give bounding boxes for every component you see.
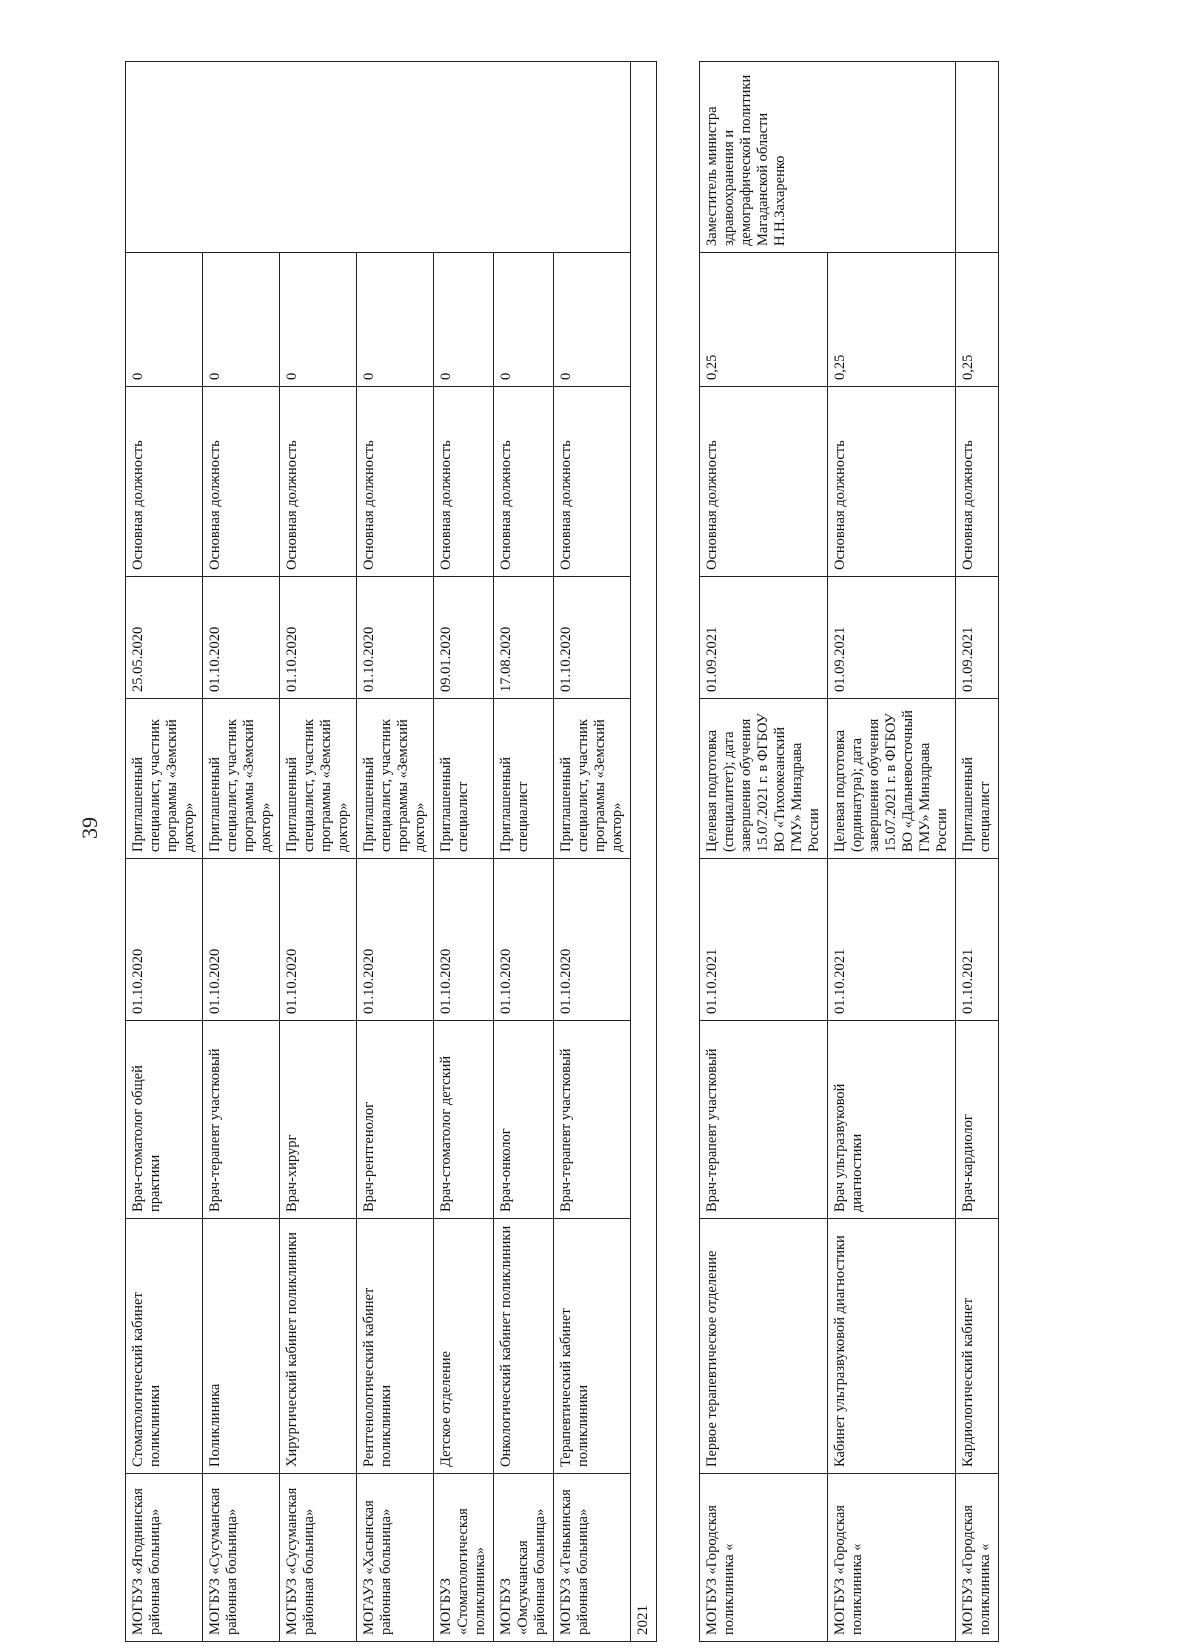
cell-position: Врач ультразвуковой диагностики bbox=[828, 1021, 956, 1219]
cell-note: Заместитель министра здравоохранения и демографической политики Магаданской области Н.Н.Захаренко bbox=[700, 62, 956, 253]
cell-date-fill: 01.09.2021 bbox=[828, 577, 956, 699]
cell-post-type: Основная должность bbox=[554, 387, 631, 577]
cell-position: Врач-терапевт участковый bbox=[700, 1021, 828, 1219]
cell-date-open: 01.10.2021 bbox=[956, 859, 999, 1021]
cell-date-open: 01.10.2020 bbox=[357, 859, 434, 1021]
cell-date-open: 01.10.2020 bbox=[280, 859, 357, 1021]
cell-org: МОГБУЗ «Городская поликлиника « bbox=[828, 1474, 956, 1642]
cell-date-fill: 09.01.2020 bbox=[434, 577, 494, 699]
cell-date-fill: 01.10.2020 bbox=[357, 577, 434, 699]
cell-post-type: Основная должность bbox=[357, 387, 434, 577]
cell-rate: 0,25 bbox=[700, 253, 828, 387]
table-section-2020 bbox=[126, 62, 631, 1642]
cell-rate: 0 bbox=[126, 253, 203, 387]
cell-post-type: Основная должность bbox=[434, 387, 494, 577]
year-label: 2021 bbox=[631, 62, 657, 1642]
gap-row bbox=[657, 62, 700, 1642]
cell-post-type: Основная должность bbox=[700, 387, 828, 577]
cell-unit: Стоматологический кабинет поликлиники bbox=[126, 1219, 203, 1474]
cell-date-open: 01.10.2021 bbox=[828, 859, 956, 1021]
cell-source: Приглашенный специалист, участник программы «Земский доктор» bbox=[203, 699, 280, 859]
table-row bbox=[494, 62, 554, 1642]
cell-date-fill: 01.09.2021 bbox=[700, 577, 828, 699]
cell-unit: Поликлиника bbox=[203, 1219, 280, 1474]
cell-rate: 0 bbox=[494, 253, 554, 387]
cell-unit: Терапевтический кабинет поликлиники bbox=[554, 1219, 631, 1474]
cell-date-fill: 17.08.2020 bbox=[494, 577, 554, 699]
cell-position: Врач-онколог bbox=[494, 1021, 554, 1219]
cell-org: МОГБУЗ «Стоматологическая поликлиника» bbox=[434, 1474, 494, 1642]
cell-date-open: 01.10.2020 bbox=[554, 859, 631, 1021]
cell-unit: Рентгенологический кабинет поликлиники bbox=[357, 1219, 434, 1474]
cell-date-fill: 01.10.2020 bbox=[554, 577, 631, 699]
cell-source: Целевая подготовка (специалитет); дата завершения обучения 15.07.2021 г. в ФГБОУ ВО «Тихоокеанский ГМУ» Минздрава России bbox=[700, 699, 828, 859]
cell-unit: Онкологический кабинет поликлиники bbox=[494, 1219, 554, 1474]
cell-org: МОГБУЗ «Городская поликлиника « bbox=[956, 1474, 999, 1642]
cell-unit: Хирургический кабинет поликлиники bbox=[280, 1219, 357, 1474]
table-row bbox=[280, 62, 357, 1642]
cell-source: Приглашенный специалист bbox=[434, 699, 494, 859]
table-row bbox=[700, 62, 828, 1642]
cell-date-fill: 01.09.2021 bbox=[956, 577, 999, 699]
gap-cell bbox=[657, 62, 700, 1642]
cell-post-type: Основная должность bbox=[494, 387, 554, 577]
cell-org: МОГБУЗ «Омсукчанская районная больница» bbox=[494, 1474, 554, 1642]
cell-position: Врач-кардиолог bbox=[956, 1021, 999, 1219]
table-row bbox=[554, 62, 631, 1642]
cell-position: Врач-терапевт участковый bbox=[554, 1021, 631, 1219]
cell-post-type: Основная должность bbox=[956, 387, 999, 577]
cell-note bbox=[126, 62, 631, 253]
cell-rate: 0,25 bbox=[956, 253, 999, 387]
cell-rate: 0,25 bbox=[828, 253, 956, 387]
cell-rate: 0 bbox=[554, 253, 631, 387]
table-row bbox=[434, 62, 494, 1642]
cell-org: МОГАУЗ «Хасынская районная больница» bbox=[357, 1474, 434, 1642]
cell-source: Приглашенный специалист, участник программы «Земский доктор» bbox=[280, 699, 357, 859]
cell-unit: Первое терапевтическое отделение bbox=[700, 1219, 828, 1474]
staffing-table bbox=[125, 61, 999, 1642]
cell-org: МОГБУЗ «Городская поликлиника « bbox=[700, 1474, 828, 1642]
cell-org: МОГБУЗ «Ягоднинская районная больница» bbox=[126, 1474, 203, 1642]
cell-position: Врач-стоматолог детский bbox=[434, 1021, 494, 1219]
cell-rate: 0 bbox=[203, 253, 280, 387]
cell-date-open: 01.10.2020 bbox=[494, 859, 554, 1021]
cell-date-fill: 25.05.2020 bbox=[126, 577, 203, 699]
cell-date-fill: 01.10.2020 bbox=[203, 577, 280, 699]
cell-post-type: Основная должность bbox=[126, 387, 203, 577]
page-number: 39 bbox=[77, 817, 102, 839]
cell-position: Врач-хирург bbox=[280, 1021, 357, 1219]
cell-post-type: Основная должность bbox=[828, 387, 956, 577]
cell-post-type: Основная должность bbox=[280, 387, 357, 577]
cell-rate: 0 bbox=[357, 253, 434, 387]
cell-source: Целевая подготовка (ординатура); дата завершения обучения 15.07.2021 г. в ФГБОУ ВО «Дальневосточный ГМУ» Минздрава России bbox=[828, 699, 956, 859]
cell-post-type: Основная должность bbox=[203, 387, 280, 577]
table-row bbox=[828, 62, 956, 1642]
cell-org: МОГБУЗ «Сусуманская районная больница» bbox=[280, 1474, 357, 1642]
cell-source: Приглашенный специалист, участник программы «Земский доктор» bbox=[126, 699, 203, 859]
rotated-table-frame bbox=[125, 62, 1125, 1642]
cell-unit: Кабинет ультразвуковой диагностики bbox=[828, 1219, 956, 1474]
cell-note bbox=[956, 62, 999, 253]
table-section-2021-header bbox=[631, 62, 700, 1642]
table-section-2021 bbox=[700, 62, 999, 1642]
table-row bbox=[956, 62, 999, 1642]
cell-date-open: 01.10.2020 bbox=[126, 859, 203, 1021]
year-row bbox=[631, 62, 657, 1642]
cell-source: Приглашенный специалист, участник программы «Земский доктор» bbox=[357, 699, 434, 859]
cell-org: МОГБУЗ «Тенькинская районная больница» bbox=[554, 1474, 631, 1642]
cell-date-open: 01.10.2020 bbox=[203, 859, 280, 1021]
cell-position: Врач-стоматолог общей практики bbox=[126, 1021, 203, 1219]
cell-rate: 0 bbox=[434, 253, 494, 387]
cell-org: МОГБУЗ «Сусуманская районная больница» bbox=[203, 1474, 280, 1642]
cell-position: Врач-терапевт участковый bbox=[203, 1021, 280, 1219]
cell-source: Приглашенный специалист bbox=[956, 699, 999, 859]
cell-date-open: 01.10.2021 bbox=[700, 859, 828, 1021]
cell-unit: Детское отделение bbox=[434, 1219, 494, 1474]
table-row bbox=[126, 62, 203, 1642]
cell-source: Приглашенный специалист bbox=[494, 699, 554, 859]
cell-date-open: 01.10.2020 bbox=[434, 859, 494, 1021]
table-row bbox=[357, 62, 434, 1642]
cell-source: Приглашенный специалист, участник программы «Земский доктор» bbox=[554, 699, 631, 859]
cell-position: Врач-рентгенолог bbox=[357, 1021, 434, 1219]
table-row bbox=[203, 62, 280, 1642]
cell-rate: 0 bbox=[280, 253, 357, 387]
cell-date-fill: 01.10.2020 bbox=[280, 577, 357, 699]
cell-unit: Кардиологический кабинет bbox=[956, 1219, 999, 1474]
